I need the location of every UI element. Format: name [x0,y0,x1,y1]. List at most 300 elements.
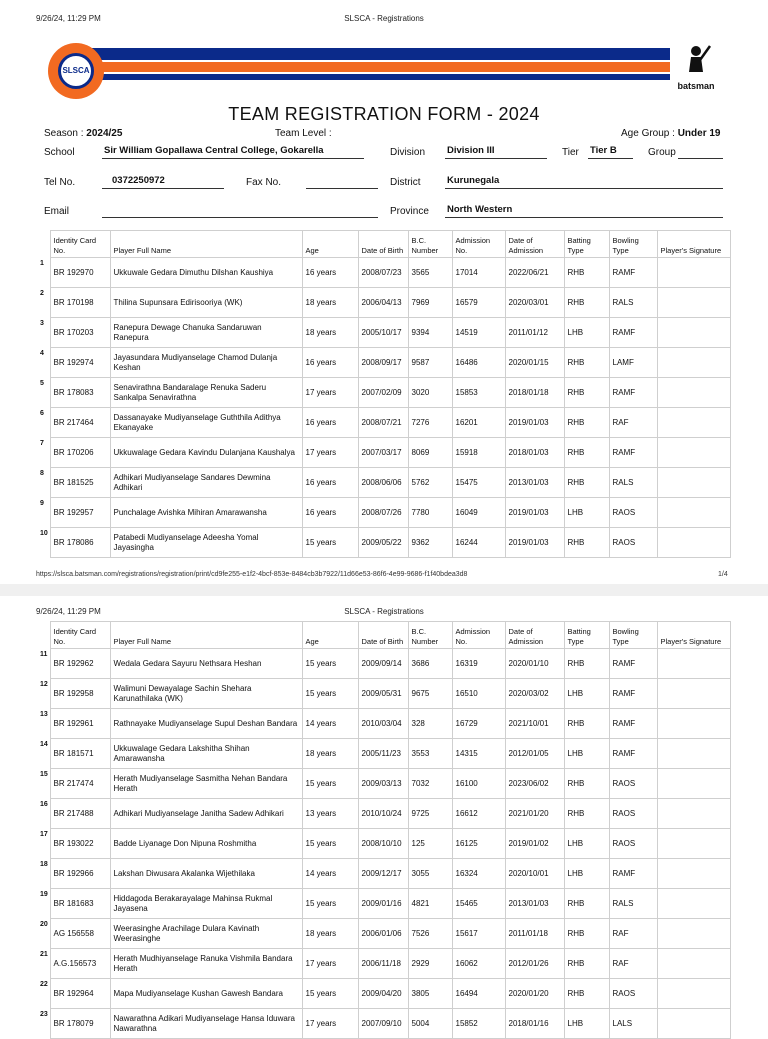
season-value: 2024/25 [86,128,123,139]
cell-id: AG 156558 [50,919,110,949]
players-table-page1 [40,230,731,558]
cell-bc: 3055 [408,859,452,889]
row-number-cell [40,378,50,408]
cell-id: BR 192957 [50,498,110,528]
cell-signature [657,919,730,949]
cell-dob: 2008/07/23 [358,258,408,288]
cell-doa: 2023/06/02 [505,769,564,799]
cell-bat: LHB [564,859,609,889]
row-number: 11 [40,650,48,658]
email-label: Email [44,206,70,217]
cell-dob: 2009/12/17 [358,859,408,889]
cell-age: 15 years [302,528,358,558]
table-header-row [40,231,730,258]
col-age: Age [302,622,358,649]
row-number-cell [40,679,50,709]
cell-name: Patabedi Mudiyanselage Adeesha Yomal Jayasingha [110,528,302,558]
print-tab-title-page2: SLSCA - Registrations [344,607,424,616]
cell-bowl: RAF [609,949,657,979]
tel-value: 0372250972 [112,175,165,186]
table-row [40,679,730,709]
cell-bat: RHB [564,438,609,468]
table-header-row [40,622,730,649]
cell-bowl: RAMF [609,859,657,889]
cell-dob: 2006/04/13 [358,288,408,318]
cell-name: Jayasundara Mudiyanselage Chamod Dulanja Keshan [110,348,302,378]
school-value: Sir William Gopallawa Central College, Gokarella [104,145,324,156]
row-number-cell [40,318,50,348]
age-group-field [621,128,721,139]
cell-bc: 8069 [408,438,452,468]
players-table-page2 [40,621,731,1039]
cell-name: Weerasinghe Arachilage Dulara Kavinath Weerasinghe [110,919,302,949]
row-number-cell [40,649,50,679]
cell-id: BR 192974 [50,348,110,378]
cell-name: Thilina Supunsara Edirisooriya (WK) [110,288,302,318]
cell-doa: 2021/01/20 [505,799,564,829]
cell-doa: 2013/01/03 [505,468,564,498]
cell-bowl: RAMF [609,378,657,408]
age-group-label: Age Group : [621,128,675,139]
cell-bat: RHB [564,468,609,498]
table-row [40,979,730,1009]
cell-adm: 16494 [452,979,505,1009]
cell-id: BR 217474 [50,769,110,799]
cell-adm: 15853 [452,378,505,408]
cell-signature [657,889,730,919]
col-batting: Batting Type [564,231,609,258]
cell-bowl: RAF [609,919,657,949]
table-row [40,408,730,438]
cell-adm: 15475 [452,468,505,498]
cell-bowl: RAMF [609,709,657,739]
cell-name: Ukkuwale Gedara Dimuthu Dilshan Kaushiya [110,258,302,288]
cell-doa: 2011/01/12 [505,318,564,348]
cell-dob: 2009/03/13 [358,769,408,799]
cell-signature [657,468,730,498]
table-row [40,649,730,679]
cell-name: Dassanayake Mudiyanselage Guththila Adithya Ekanayake [110,408,302,438]
table-row [40,498,730,528]
cell-signature [657,799,730,829]
col-batting: Batting Type [564,622,609,649]
row-number-cell [40,498,50,528]
tel-label: Tel No. [44,177,76,188]
row-number-cell [40,408,50,438]
cell-id: A.G.156573 [50,949,110,979]
cell-bc: 7526 [408,919,452,949]
cell-bc: 9362 [408,528,452,558]
cell-name: Nawarathna Adikari Mudiyanselage Hansa Iduwara Nawarathna [110,1009,302,1039]
col-id: Identity Card No. [50,622,110,649]
cell-id: BR 178083 [50,378,110,408]
cell-bc: 7276 [408,408,452,438]
cell-bat: RHB [564,769,609,799]
row-number: 2 [40,289,44,297]
table-row [40,468,730,498]
cell-dob: 2006/11/18 [358,949,408,979]
row-number-cell [40,528,50,558]
cell-bat: RHB [564,649,609,679]
cell-bat: RHB [564,799,609,829]
cell-bc: 5762 [408,468,452,498]
cell-bc: 3565 [408,258,452,288]
cell-dob: 2008/06/06 [358,468,408,498]
col-name: Player Full Name [110,231,302,258]
cell-id: BR 217464 [50,408,110,438]
cell-bc: 2929 [408,949,452,979]
cell-bowl: RALS [609,468,657,498]
cell-bc: 7969 [408,288,452,318]
age-group-value: Under 19 [677,128,721,139]
cell-bat: RHB [564,919,609,949]
cell-doa: 2020/03/01 [505,288,564,318]
cell-id: BR 170203 [50,318,110,348]
cell-age: 16 years [302,408,358,438]
cell-bc: 3805 [408,979,452,1009]
cell-dob: 2008/07/21 [358,408,408,438]
cell-age: 17 years [302,378,358,408]
cell-bc: 3686 [408,649,452,679]
cell-doa: 2018/01/03 [505,438,564,468]
cell-bc: 5004 [408,1009,452,1039]
cell-bat: LHB [564,829,609,859]
print-datetime-page2: 9/26/24, 11:29 PM [36,607,101,616]
row-number: 21 [40,950,48,958]
col-admission: Admission No. [452,231,505,258]
cell-dob: 2006/01/06 [358,919,408,949]
province-underline [445,217,723,218]
cell-adm: 15617 [452,919,505,949]
row-number-cell [40,258,50,288]
cell-doa: 2019/01/03 [505,408,564,438]
cell-bc: 9675 [408,679,452,709]
cell-dob: 2007/09/10 [358,1009,408,1039]
cell-adm: 14519 [452,318,505,348]
cell-bat: LHB [564,318,609,348]
cell-adm: 15918 [452,438,505,468]
division-value: Division III [447,145,495,156]
cell-id: BR 181525 [50,468,110,498]
cell-signature [657,739,730,769]
cell-age: 15 years [302,769,358,799]
row-number-cell [40,799,50,829]
cell-age: 18 years [302,318,358,348]
row-number: 12 [40,680,48,688]
batsman-logo-icon [678,42,714,82]
cell-name: Wedala Gedara Sayuru Nethsara Heshan [110,649,302,679]
cell-id: BR 170198 [50,288,110,318]
province-label: Province [390,206,429,217]
header-banner-blue-bottom [88,74,670,80]
cell-signature [657,829,730,859]
cell-bc: 125 [408,829,452,859]
table-row [40,258,730,288]
cell-doa: 2019/01/02 [505,829,564,859]
cell-id: BR 192964 [50,979,110,1009]
print-url: https://slsca.batsman.com/registrations/registration/print/cd9fe255-e1f2-4bcf-853e-8484cb3b7922/11d66e53-86f6-4e99-9686-f1f40bdea3d8 [36,571,468,578]
cell-signature [657,498,730,528]
cell-age: 18 years [302,919,358,949]
cell-name: Lakshan Diwusara Akalanka Wijethilaka [110,859,302,889]
cell-adm: 16486 [452,348,505,378]
row-number: 8 [40,469,44,477]
cell-age: 18 years [302,288,358,318]
cell-bat: LHB [564,498,609,528]
email-underline [102,217,378,218]
row-number: 7 [40,439,44,447]
cell-age: 15 years [302,679,358,709]
table-row [40,799,730,829]
cell-bat: RHB [564,949,609,979]
table-row [40,739,730,769]
row-number-cell [40,829,50,859]
table-row [40,769,730,799]
cell-age: 14 years [302,709,358,739]
row-number-cell [40,919,50,949]
table-row [40,348,730,378]
cell-name: Herath Mudiyanselage Sasmitha Nehan Bandara Herath [110,769,302,799]
cell-name: Badde Liyanage Don Nipuna Roshmitha [110,829,302,859]
cell-id: BR 181683 [50,889,110,919]
table-row [40,919,730,949]
header-banner-blue [88,48,670,60]
col-dob: Date of Birth [358,231,408,258]
row-number-cell [40,288,50,318]
row-number: 20 [40,920,48,928]
cell-adm: 16049 [452,498,505,528]
col-age: Age [302,231,358,258]
cell-bowl: RAOS [609,769,657,799]
cell-doa: 2020/10/01 [505,859,564,889]
cell-name: Rathnayake Mudiyanselage Supul Deshan Bandara [110,709,302,739]
cell-signature [657,769,730,799]
tel-underline [102,188,224,189]
cell-id: BR 192970 [50,258,110,288]
table-row [40,288,730,318]
cell-dob: 2009/01/16 [358,889,408,919]
cell-adm: 16579 [452,288,505,318]
cell-dob: 2008/10/10 [358,829,408,859]
cell-bowl: RALS [609,889,657,919]
form-title: TEAM REGISTRATION FORM - 2024 [228,104,540,124]
col-bc: B.C. Number [408,622,452,649]
tier-value: Tier B [590,145,617,156]
cell-dob: 2007/02/09 [358,378,408,408]
cell-bc: 7032 [408,769,452,799]
cell-bowl: RAMF [609,649,657,679]
cell-bat: RHB [564,348,609,378]
division-label: Division [390,147,426,158]
cell-signature [657,408,730,438]
row-number: 1 [40,259,44,267]
cell-bat: RHB [564,258,609,288]
district-value: Kurunegala [447,175,500,186]
cell-id: BR 217488 [50,799,110,829]
cell-id: BR 193022 [50,829,110,859]
cell-id: BR 181571 [50,739,110,769]
col-admission-date: Date of Admission [505,622,564,649]
row-number: 9 [40,499,44,507]
col-signature: Player's Signature [657,231,730,258]
fax-label: Fax No. [246,177,282,188]
cell-signature [657,438,730,468]
print-page-number: 1/4 [718,571,728,578]
cell-bc: 9725 [408,799,452,829]
cell-bat: RHB [564,378,609,408]
cell-signature [657,318,730,348]
cell-name: Ranepura Dewage Chanuka Sandaruwan Ranepura [110,318,302,348]
row-number-cell [40,348,50,378]
cell-age: 18 years [302,739,358,769]
cell-bat: RHB [564,408,609,438]
district-label: District [390,177,421,188]
table-row [40,378,730,408]
table-row [40,318,730,348]
cell-id: BR 178079 [50,1009,110,1039]
row-number-cell [40,438,50,468]
cell-doa: 2012/01/05 [505,739,564,769]
cell-bowl: RAMF [609,258,657,288]
cell-adm: 16201 [452,408,505,438]
cell-doa: 2020/03/02 [505,679,564,709]
table-row [40,889,730,919]
season-field [44,128,122,139]
group-label: Group [648,147,676,158]
school-underline [102,158,364,159]
cell-signature [657,288,730,318]
row-number: 6 [40,409,44,417]
cell-adm: 16100 [452,769,505,799]
cell-bat: RHB [564,979,609,1009]
cell-signature [657,979,730,1009]
cell-age: 17 years [302,1009,358,1039]
cell-dob: 2005/11/23 [358,739,408,769]
district-underline [445,188,723,189]
cell-bowl: RAMF [609,438,657,468]
col-name: Player Full Name [110,622,302,649]
group-underline [678,158,723,159]
cell-adm: 16510 [452,679,505,709]
cell-name: Adhikari Mudiyanselage Janitha Sadew Adhikari [110,799,302,829]
row-number-cell [40,889,50,919]
team-level-label: Team Level : [275,128,332,139]
row-number: 18 [40,860,48,868]
cell-name: Adhikari Mudiyanselage Sandares Dewmina Adhikari [110,468,302,498]
cell-signature [657,679,730,709]
col-bc: B.C. Number [408,231,452,258]
cell-age: 17 years [302,438,358,468]
cell-name: Punchalage Avishka Mihiran Amarawansha [110,498,302,528]
cell-doa: 2022/06/21 [505,258,564,288]
cell-bowl: LALS [609,1009,657,1039]
cell-bowl: RAMF [609,679,657,709]
row-number: 16 [40,800,48,808]
cell-id: BR 192958 [50,679,110,709]
header-banner-orange [88,62,670,72]
cell-signature [657,649,730,679]
cell-age: 15 years [302,889,358,919]
table-row [40,709,730,739]
cell-adm: 16125 [452,829,505,859]
cell-age: 15 years [302,979,358,1009]
cell-doa: 2021/10/01 [505,709,564,739]
cell-bat: LHB [564,679,609,709]
cell-dob: 2008/07/26 [358,498,408,528]
cell-dob: 2009/09/14 [358,649,408,679]
cell-bat: RHB [564,288,609,318]
cell-id: BR 192961 [50,709,110,739]
batsman-logo-text: batsman [677,81,715,91]
cell-adm: 14315 [452,739,505,769]
cell-age: 13 years [302,799,358,829]
cell-bc: 3553 [408,739,452,769]
cell-dob: 2009/05/31 [358,679,408,709]
cell-signature [657,859,730,889]
row-number: 23 [40,1010,48,1018]
cell-age: 16 years [302,258,358,288]
season-label: Season : [44,128,84,139]
cell-bat: RHB [564,528,609,558]
cell-signature [657,258,730,288]
cell-bowl: RAOS [609,799,657,829]
cell-bowl: RAOS [609,528,657,558]
cell-name: Ukkuwalage Gedara Lakshitha Shihan Amarawansha [110,739,302,769]
cell-bowl: RAF [609,408,657,438]
cell-age: 16 years [302,468,358,498]
cell-bat: RHB [564,889,609,919]
cell-bc: 328 [408,709,452,739]
cell-adm: 16244 [452,528,505,558]
row-number: 3 [40,319,44,327]
cell-doa: 2013/01/03 [505,889,564,919]
cell-adm: 16612 [452,799,505,829]
print-datetime: 9/26/24, 11:29 PM [36,14,101,23]
cell-doa: 2018/01/16 [505,1009,564,1039]
print-tab-title: SLSCA - Registrations [344,14,424,23]
row-number-cell [40,979,50,1009]
cell-age: 15 years [302,649,358,679]
cell-dob: 2010/03/04 [358,709,408,739]
col-admission-date: Date of Admission [505,231,564,258]
table-row [40,438,730,468]
cell-dob: 2009/04/20 [358,979,408,1009]
cell-age: 17 years [302,949,358,979]
cell-bat: RHB [564,709,609,739]
cell-bowl: RAMF [609,739,657,769]
cell-bowl: RAMF [609,318,657,348]
province-value: North Western [447,204,513,215]
school-label: School [44,147,75,158]
cell-id: BR 192966 [50,859,110,889]
cell-age: 14 years [302,859,358,889]
row-number: 5 [40,379,44,387]
cell-doa: 2012/01/26 [505,949,564,979]
row-number: 17 [40,830,48,838]
cell-adm: 15852 [452,1009,505,1039]
tier-underline [588,158,633,159]
cell-adm: 16319 [452,649,505,679]
cell-doa: 2018/01/18 [505,378,564,408]
cell-dob: 2007/03/17 [358,438,408,468]
cell-name: Mapa Mudiyanselage Kushan Gawesh Bandara [110,979,302,1009]
cell-bc: 7780 [408,498,452,528]
row-number: 13 [40,710,48,718]
cell-doa: 2019/01/03 [505,498,564,528]
row-number: 14 [40,740,48,748]
cell-age: 15 years [302,829,358,859]
cell-id: BR 170206 [50,438,110,468]
